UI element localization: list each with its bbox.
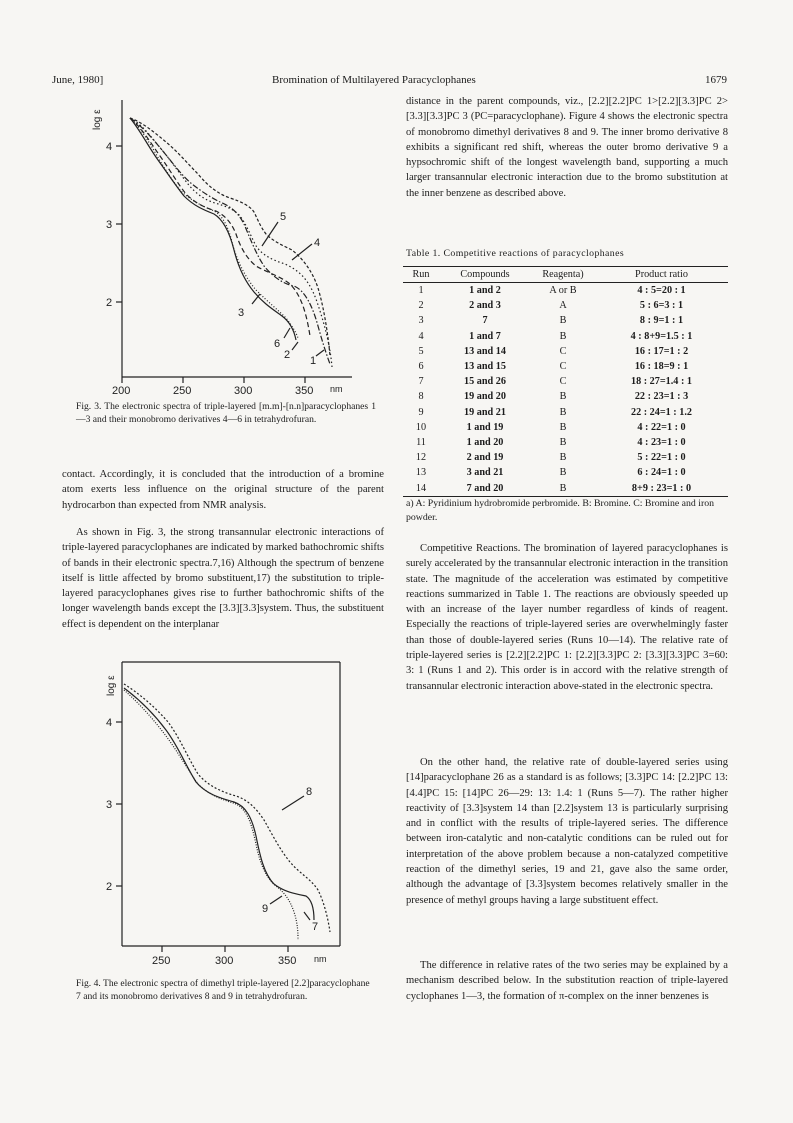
cell-reagent: B	[559, 467, 567, 479]
cell-product-ratio: 16 : 18=9 : 1	[634, 361, 689, 373]
cell-run: 2	[418, 300, 424, 312]
fig3-ytick-label: 3	[106, 219, 113, 231]
cell-product-ratio: 8 : 9=1 : 1	[639, 315, 684, 327]
left-paragraph-2: As shown in Fig. 3, the strong transannular electronic interactions of triple-layered paracyclophanes are indicated by marked bathochromic shifts of bands in their electronic spectra.7,16) Although the spectrum of benzene itself is little affected by bromo substituent,17) the substitution to triple-layered paracyclophanes gives rise to further bathochromic shifts of the longer wavelength bands except the [3.3][3.3]system. Thus, the substituent effect is dependent on the interplanar	[62, 527, 384, 630]
fig3-curve-label: 3	[238, 307, 245, 319]
cell-product-ratio: 5 : 6=3 : 1	[639, 300, 684, 312]
table-row	[403, 481, 728, 497]
fig4-ytick-label: 2	[106, 881, 113, 893]
fig3-y-axis-label: log ε	[92, 109, 103, 130]
table-row	[403, 313, 728, 328]
fig4-curve-label: 7	[312, 921, 319, 933]
cell-compounds: 1 and 2	[469, 285, 501, 296]
right-paragraph-3: On the other hand, the relative rate of double-layered series using [14]paracyclophane 26 as a standard is as follows; [3.3]PC 14: [2.2]PC 13: [4.4]PC 15: [14]PC 26—29: 13: 1.4: 1 (Runs 5—7). The rather higher reactivity of [3.3]system 14 than [2.2]system 13 is particularly surprising and in conflict with the results of triple-layered series. The difference between iron-catalytic and non-catalytic conditions can be ruled out for interpretation of the above problem because a non-catalyzed competitive reaction of the dimethyl series, 19 and 21, gave also the same order, although the advantage of [3.3]system becomes relatively smaller in the presence of methyl groups having a large substituent effect.	[406, 757, 728, 906]
cell-run: 3	[418, 315, 424, 327]
cell-compounds: 2 and 3	[469, 300, 501, 312]
fig3-xtick-label: 300	[234, 385, 253, 394]
table-header-row	[403, 267, 728, 283]
figure-4-caption: Fig. 4. The electronic spectra of dimethyl triple-layered [2.2]paracyclophane 7 and its monobromo derivatives 8 and 9 in tetrahydrofuran.	[76, 978, 370, 1002]
cell-run: 8	[418, 391, 424, 403]
fig3-xtick-label: 200	[112, 385, 131, 394]
col-header-compounds: Compounds	[439, 267, 531, 283]
cell-compounds: 7 and 20	[439, 481, 531, 497]
header-title: Bromination of Multilayered Paracyclophanes	[272, 74, 476, 86]
cell-run: 13	[415, 467, 427, 479]
cell-compounds: 2 and 19	[466, 452, 504, 464]
fig4-y-axis-label: log ε	[106, 675, 117, 696]
table-body	[403, 283, 728, 497]
cell-run: 1	[418, 285, 424, 296]
cell-compounds: 3 and 21	[466, 467, 504, 479]
fig3-curve-label: 6	[274, 338, 281, 350]
cell-product-ratio: 8+9 : 23=1 : 0	[595, 481, 728, 497]
table-row	[403, 405, 728, 420]
cell-run: 4	[418, 330, 424, 342]
cell-run: 9	[418, 406, 424, 418]
cell-reagent: B	[559, 437, 567, 449]
cell-product-ratio: 22 : 24=1 : 1.2	[631, 406, 692, 418]
fig3-curve-6	[130, 118, 298, 338]
fig4-ytick-label: 4	[106, 717, 113, 729]
cell-run: 14	[403, 481, 439, 497]
cell-reagent: B	[559, 421, 567, 433]
table-footnote: a) A: Pyridinium hydrobromide perbromide. B: Bromine. C: Bromine and iron powder.	[406, 498, 715, 523]
right-paragraph-1: distance in the parent compounds, viz., [2.2][2.2]PC 1>[2.2][3.3]PC 2>[3.3][3.3]PC 3 (PC=paracyclophane). Figure 4 shows the electronic spectra of monobromo dimethyl derivatives 8 and 9. The inner bromo derivative 8 exhibits a significant red shift, whereas the outer bromo derivative 9 a hypsochromic shift of the longest wavelength band, supporting a much larger transannular electronic interaction due to the bromo substitution at the inner benzene as described above.	[406, 96, 728, 199]
table-row	[403, 298, 728, 313]
cell-reagent: B	[559, 406, 567, 418]
cell-run: 11	[416, 437, 426, 449]
table-row	[403, 374, 728, 389]
cell-compounds: 13 and 15	[464, 361, 506, 373]
fig3-ytick-label: 4	[106, 141, 113, 153]
fig3-curve-label: 5	[280, 211, 287, 223]
left-paragraph-1: contact. Accordingly, it is concluded that the introduction of a bromine atom exerts less influence on the original structure of the parent hydrocarbon than expected from NMR analysis.	[62, 469, 384, 511]
competitive-reactions-table	[403, 266, 728, 497]
cell-product-ratio: 18 : 27=1.4 : 1	[631, 376, 692, 388]
cell-compounds: 1 and 7	[469, 330, 501, 342]
fig3-xtick-label: 350	[295, 385, 314, 394]
cell-product-ratio: 22 : 23=1 : 3	[634, 391, 689, 403]
cell-compounds: 19 and 21	[464, 406, 506, 418]
fig3-curve-1	[130, 118, 332, 367]
figure-3-chart	[80, 94, 370, 394]
table-row	[403, 344, 728, 359]
fig4-curve-label: 9	[262, 903, 269, 915]
fig4-xtick-label: 350	[278, 955, 297, 967]
fig3-curve-4	[130, 118, 330, 364]
cell-product-ratio: 16 : 17=1 : 2	[634, 345, 689, 357]
table-row	[403, 283, 728, 299]
table-caption: Table 1. Competitive reactions of paracyclophanes	[406, 248, 625, 259]
cell-compounds: 19 and 20	[464, 391, 506, 403]
cell-reagent: B	[559, 391, 567, 403]
cell-product-ratio: 4 : 5=20 : 1	[637, 285, 686, 296]
fig4-xtick-label: 250	[152, 955, 171, 967]
col-header-run: Run	[403, 267, 439, 283]
cell-product-ratio: 4 : 8+9=1.5 : 1	[630, 330, 693, 342]
table-row	[403, 435, 728, 450]
cell-reagent: C	[559, 376, 567, 388]
cell-run: 7	[418, 376, 424, 388]
cell-run: 12	[415, 452, 427, 464]
cell-run: 6	[418, 361, 424, 373]
cell-product-ratio: 4 : 23=1 : 0	[637, 437, 686, 449]
cell-run: 5	[418, 345, 424, 357]
fig3-x-unit: nm	[330, 384, 343, 394]
cell-reagent: B	[531, 481, 595, 497]
cell-reagent: B	[559, 330, 567, 342]
cell-product-ratio: 6 : 24=1 : 0	[637, 467, 686, 479]
right-paragraph-2: Competitive Reactions. The bromination of layered paracyclophanes is surely accelerated by the transannular electronic interaction in the transition state. The magnitude of the acceleration was estimated by competitive reactions summarized in Table 1. The reactions are obviously speeded up with an increase of the layer number regardless of kinds of reagent. Especially the reactions of triple-layered series are overwhelmingly faster than those of double-layered series (Runs 10—14). The relative rate of triple-layered series is [2.2][2.2]PC 1: [2.2][3.3]PC 2: [3.3][3.3]PC 3=60: 3: 1 (Runs 1 and 2). This order is in accord with the relative strength of transannular electronic interaction above-stated in the electronic spectra.	[406, 543, 728, 692]
fig4-x-unit: nm	[314, 954, 327, 964]
fig4-ytick-label: 3	[106, 799, 113, 811]
fig4-curve-7	[124, 688, 314, 920]
fig3-curve-label: 1	[310, 355, 317, 367]
cell-reagent: A or B	[549, 285, 577, 296]
fig4-curve-label: 8	[306, 786, 313, 798]
table-row	[403, 389, 728, 404]
header-date: June, 1980]	[52, 74, 104, 86]
cell-run: 10	[415, 421, 427, 433]
cell-product-ratio: 4 : 22=1 : 0	[637, 421, 686, 433]
col-header-reagent: Reagenta)	[531, 267, 595, 283]
cell-reagent: B	[559, 315, 567, 327]
page-number: 1679	[705, 74, 727, 86]
table-row	[403, 450, 728, 465]
fig3-ytick-label: 2	[106, 297, 113, 309]
cell-compounds: 1 and 19	[466, 421, 504, 433]
cell-compounds: 15 and 26	[464, 376, 506, 388]
fig3-curve-label: 4	[314, 237, 321, 249]
table-row	[403, 465, 728, 480]
figure-4-chart	[100, 650, 380, 972]
cell-compounds: 7	[482, 315, 488, 327]
cell-product-ratio: 5 : 22=1 : 0	[637, 452, 686, 464]
figure-3-caption: Fig. 3. The electronic spectra of triple-layered [m.m]-[n.n]paracyclophanes 1—3 and their monobromo derivatives 4—6 in tetrahydrofuran.	[76, 401, 376, 425]
fig3-curve-label: 2	[284, 349, 291, 361]
fig3-curve-3	[130, 118, 296, 340]
table-row	[403, 329, 728, 344]
table-row	[403, 420, 728, 435]
cell-compounds: 13 and 14	[464, 345, 506, 357]
cell-compounds: 1 and 20	[466, 437, 504, 449]
cell-reagent: B	[559, 452, 567, 464]
cell-reagent: C	[559, 361, 567, 373]
col-header-product-ratio: Product ratio	[595, 267, 728, 283]
right-paragraph-4: The difference in relative rates of the two series may be explained by a mechanism described below. In the substitution reaction of triple-layered cyclophanes 1—3, the formation of π-complex on the inner benzenes is	[406, 960, 728, 1002]
cell-reagent: C	[559, 345, 567, 357]
running-header	[0, 74, 793, 90]
fig4-xtick-label: 300	[215, 955, 234, 967]
cell-reagent: A	[559, 300, 567, 312]
table-row	[403, 359, 728, 374]
fig3-curve-2	[130, 118, 310, 336]
fig3-xtick-label: 250	[173, 385, 192, 394]
